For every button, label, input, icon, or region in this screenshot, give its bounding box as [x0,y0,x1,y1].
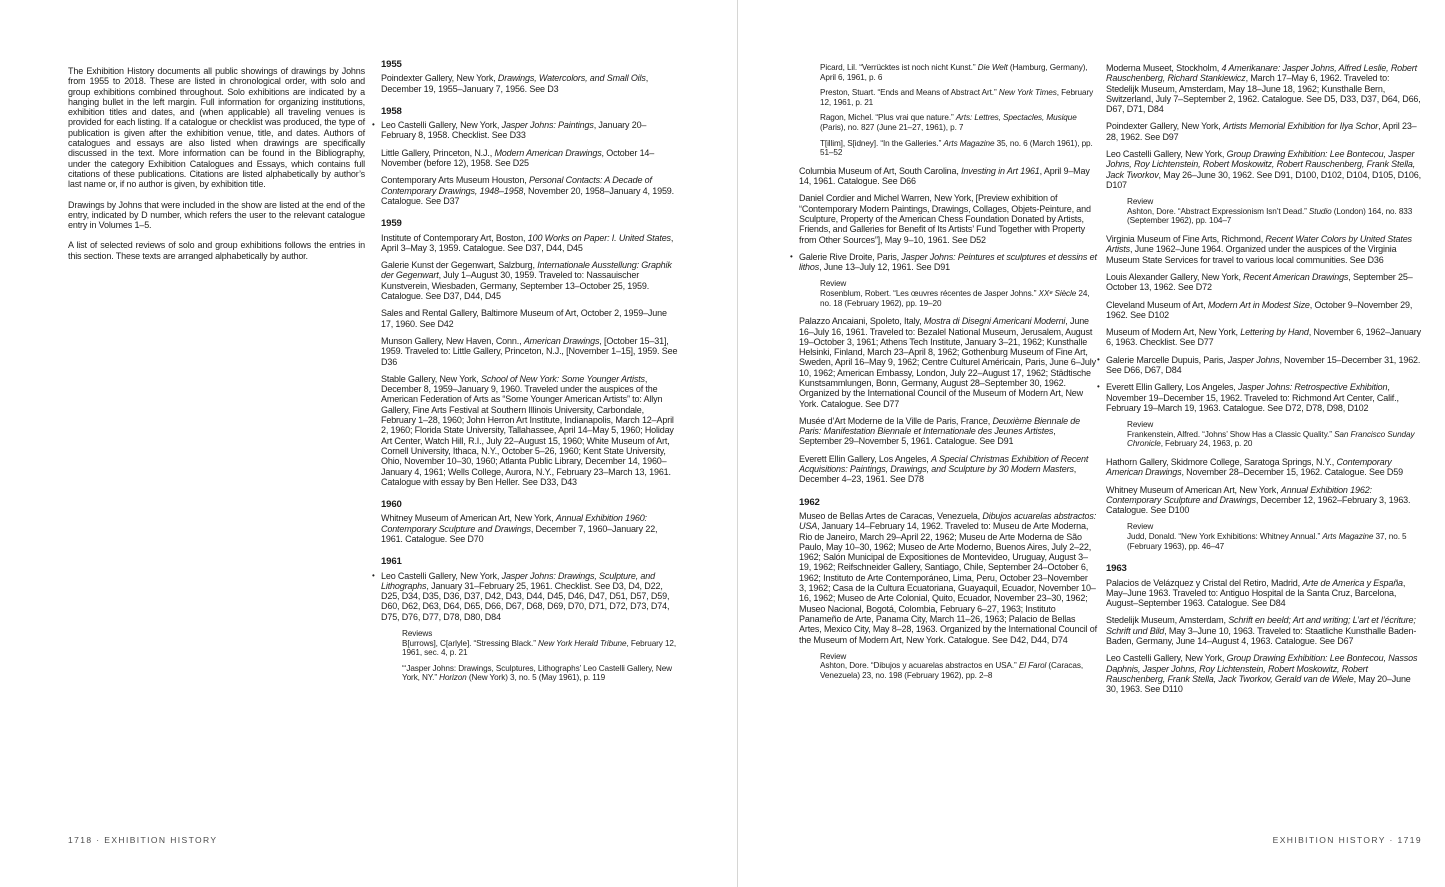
entry-text: Moderna Museet, Stockholm, [1106,63,1222,73]
exhibition-title: Personal Contacts: A Decade of Contemporary Drawings, 1948–1958 [381,175,652,196]
entry-text: Ashton, Dore. “Dibujos y acuarelas abstractos en USA.” [820,661,1019,671]
entry-text: “‘Jasper Johns: Drawings, Sculptures, Lithographs’ Leo Castelli Gallery, New York, NY.” [402,663,672,683]
entry-text: 35, no. 6 (March 1961), pp. 51–52 [820,138,1093,158]
exhibition-entry [381,513,679,544]
exhibition-entry [381,308,679,329]
entry-text: Leo Castelli Gallery, New York, [381,120,502,131]
entry-text: Institute of Contemporary Art, Boston, [381,232,528,243]
exhibition-title: San Francisco Sunday Chronicle [1127,429,1415,449]
reviews-block [799,652,1097,681]
exhibition-title: Jasper Johns [1227,354,1280,365]
exhibition-title: Recent American Drawings [1243,271,1349,282]
exhibition-entry [1106,653,1422,694]
exhibition-title: Internationale Ausstellung: Graphik der Gegenwart [381,260,672,281]
right-entries-column-2 [1097,63,1422,702]
entry-text: , September 25–October 13, 1962. See D72 [1106,271,1413,293]
entry-text: , October 9–November 29, 1962. See D102 [1106,299,1413,320]
left-entries-column [372,59,679,691]
entry-text: Frankenstein, Alfred. “Johns’ Show Has a Classic Quality.” [1127,429,1335,439]
review-item [820,113,1097,132]
exhibition-entry [1106,121,1422,142]
page-footer-right: EXHIBITION HISTORY · 1719 [1272,835,1422,845]
reviews-block [381,629,679,683]
reviews-block [1106,420,1422,449]
exhibition-title: Group Drawing Exhibition: Lee Bontecou, Nassos Daphnis, Jasper Johns, Roy Lichtenstein, Robert Moskowitz, Robert Rauschenberg, Frank Stella, Jack Tworkov, Gerald van de Wiele [1106,653,1418,684]
reviews-label: Reviews [402,629,433,639]
exhibition-title: Jasper Johns: Retrospective Exhibition [1238,382,1388,393]
entry-text: Museum of Modern Art, New York, [1106,327,1241,338]
entry-text: Sales and Rental Gallery, Baltimore Museum of Art, October 2, 1959–June 17, 1960. See D42 [381,308,667,329]
exhibition-title: American Drawings [523,335,600,346]
review-item [820,661,1097,680]
year-heading: 1955 [381,59,402,70]
exhibition-title: Horizon [439,673,467,683]
right-entries-column-1 [790,63,1097,689]
solo-bullet-icon: • [372,120,375,130]
entry-text: Palazzo Ancaiani, Spoleto, Italy, [799,316,924,327]
intro-paragraph: Drawings by Johns that were included in the show are listed at the end of the entry, indicated by D number, which refers the user to the relevant catalogue entry in Volumes 1–5. [68,199,365,231]
exhibition-title: Dibujos acuarelas abstractos: USA [799,510,1097,532]
exhibition-title: Arts Magazine [1322,532,1374,542]
review-item [820,289,1097,308]
exhibition-entry [381,73,679,94]
entry-text: , May–June 1963. Traveled to: Antiguo Hospital de la Santa Cruz, Barcelona, August–September 1963. Catalogue. See D84 [1106,577,1406,609]
entry-text: (Caracas, Venezuela) 23, no. 198 (February 1962), pp. 2–8 [820,661,1084,680]
exhibition-entry [1106,457,1422,478]
entry-text: , July 1–August 30, 1959. Traveled to: Nassauischer Kunstverein, Wiesbaden, Germany, September 13–October 25, 1959. Catalogue. See D37, D44, D45 [381,270,650,302]
exhibition-entry [1106,300,1422,321]
reviews-label: Review [1127,420,1154,430]
exhibition-title: Recent Water Colors by United States Artists [1106,234,1412,255]
entry-text: T[illim], S[idney]. “In the Galleries.” [820,138,944,148]
exhibition-entry [1106,485,1422,516]
entry-text: , January 14–February 14, 1962. Traveled to: Museu de Arte Moderna, Rio de Janeiro, March 29–April 22, 1962; Museu de Arte Moderna de São Paulo, May 10–30, 1962; Museo de Arte Moderno, Buenos Aires, July 2–22, 1962; Salón Municipal de Expositiones de Montevideo, Uruguay, August 3–19, 1962; Reifschneider Gallery, Santiago, Chile, September 24–October 6, 1962; Instituto de Arte Contemporáneo, Lima, Peru, October 23–November 3, 1962; Casa de la Cultura Ecuatoriana, Guayaquil, Ecuador, November 10–16, 1962; Museo de Arte Colonial, Quito, Ecuador, November 23–30, 1962; Museo Nacional, Bogotá, Colombia, February 6–27, 1963; Instituto Panameño de Arte, Panama City, March 11–26, 1963; Palacio de Bellas Artes, Mexico City, May 8–28, 1963. Organized by the International Council of the Museum of Modern Art, New York. Catalogue. See D42, D44, D74 [799,521,1097,645]
entry-text: Preston, Stuart. “Ends and Means of Abstract Art.” [820,88,999,98]
year-heading: 1960 [381,499,402,511]
entry-text: , January 20–February 8, 1958. Checklist. See D33 [381,120,647,141]
entry-text: 24, no. 18 (February 1962), pp. 19–20 [820,289,1090,308]
exhibition-title: Mostra di Disegni Americani Moderni [923,316,1066,327]
solo-bullet-icon: • [1097,382,1100,392]
entry-text: , December 7, 1960–January 22, 1961. Catalogue. See D70 [381,523,658,544]
reviews-label: Review [1127,197,1154,207]
solo-exhibition-entry [1097,382,1422,413]
solo-bullet-icon: • [372,570,375,580]
review-item [820,139,1097,158]
exhibition-title: A Special Christmas Exhibition of Recent Acquisitions: Paintings, Drawings, and Sculpture by 30 Modern Masters [799,453,1089,475]
exhibition-title: Investing in Art 1961 [961,165,1040,176]
year-heading: 1958 [381,105,402,117]
exhibition-title: Modern Art in Modest Size [1207,299,1310,310]
exhibition-entry [381,175,679,206]
year-heading: 1962 [799,496,820,508]
entry-text: (London) 164, no. 833 (September 1962), pp. 104–7 [1127,206,1413,226]
entry-text: Whitney Museum of American Art, New York, [381,513,556,524]
entry-text: , December 8, 1959–January 9, 1960. Traveled under the auspices of the American Federation of Arts as “Some Younger American Artists” to: Allyn Gallery, Fine Arts Festival at Southern Illinois University, Carbondale, February 1–28, 1960; John Herron Art Institute, Indianapolis, March 12–April 2, 1960; Florida State University, Tallahassee, April 14–May 5, 1960; Holiday Art Center, Watch Hill, R.I., July 22–August 15, 1960; White Museum of Art, Cornell University, Ithaca, N.Y., October 5–26, 1960; Kent State University, Ohio, November 10–30, 1960; Atlanta Public Library, December 14, 1960–January 4, 1961; Wells College, Aurora, N.Y., February 23–March 13, 1961. Catalogue with essay by Ben Heller. See D33, D43 [381,373,674,487]
entry-text: Contemporary Arts Museum Houston, [381,175,529,186]
exhibition-title: Lettering by Hand [1240,327,1309,338]
review-item [1127,430,1422,449]
entry-text: Daniel Cordier and Michel Warren, New York, [Preview exhibition of “Contemporary Modern Paintings, Drawings, Collages, Objets-Peinture, and Sculpture, Property of the American Chess Foundation Donated by Artists, Friends, and Galleries for Benefit of Its Artists’ Fund Together with Property from Other Sources”], May 9–10, 1961. See D52 [799,193,1091,245]
entry-text: , December 4–23, 1961. See D78 [799,464,1077,485]
entry-text: , November 20, 1958–January 4, 1959. Catalogue. See D37 [381,185,674,206]
solo-bullet-icon: • [790,251,793,261]
exhibition-title: Deuxième Biennale de Paris: Manifestation Biennale et Internationale des Jeunes Artistes [799,415,1080,437]
exhibition-entry [381,233,679,254]
exhibition-title: 100 Works on Paper: I. United States [527,232,671,243]
exhibition-entry [381,336,679,367]
entry-text: Museo de Bellas Artes de Caracas, Venezuela, [799,510,983,521]
reviews-block [1106,197,1422,226]
exhibition-title: Annual Exhibition 1962: Contemporary Sculpture and Drawings [1106,484,1372,505]
entry-text: Rosenblum, Robert. “Les œuvres récentes de Jasper Johns.” [820,289,1039,299]
entry-text: Leo Castelli Gallery, New York, [381,570,502,581]
exhibition-title: Jasper Johns: Drawings, Sculpture, and Lithographs [381,570,655,591]
entry-text: Everett Ellin Gallery, Los Angeles, [799,453,931,464]
entry-text: Leo Castelli Gallery, New York, [1106,653,1227,664]
exhibition-entry [1106,578,1422,609]
exhibition-entry [1106,327,1422,348]
solo-bullet-icon: • [1097,354,1100,364]
solo-exhibition-entry [1097,354,1422,376]
entry-text: , April 3–May 3, 1959. Catalogue. See D37, D44, D45 [381,232,674,253]
entry-text: Leo Castelli Gallery, New York, [1106,149,1227,160]
entry-text: , March 17–May 6, 1962. Traveled to: Stedelijk Museum, Amsterdam, May 18–June 18, 1962; Kunsthalle Bern, Switzerland, July 7–September 2, 1962. Catalogue. See D5, D33, D37, D64, D66, D67, D71, D84 [1106,73,1421,115]
review-item [402,639,679,658]
entry-text: Cleveland Museum of Art, [1106,299,1208,310]
entry-text: , May 20–June 30, 1963. See D110 [1106,673,1411,695]
entry-text: , November 28–December 15, 1962. Catalogue. See D59 [1181,467,1403,478]
entry-text: , February 12, 1961, sec. 4, p. 21 [402,638,677,658]
reviews-block [1106,522,1422,551]
entry-text: Galerie Rive Droite, Paris, [799,251,902,262]
entry-text: , January 31–February 25, 1961. Checklist. See D3, D4, D22, D25, D34, D35, D36, D37, D42, D43, D44, D45, D46, D47, D51, D57, D59, D60, D62, D63, D64, D65, D66, D67, D68, D69, D70, D71, D72, D73, D74, D75, D76, D77, D78, D80, D84 [381,580,670,622]
exhibition-entry [1106,234,1422,265]
review-item [820,88,1097,107]
intro-paragraph: A list of selected reviews of solo and group exhibitions follows the entries in this section. These texts are arranged alphabetically by author. [68,240,365,261]
entry-text: Everett Ellin Gallery, Los Angeles, [1106,382,1238,393]
solo-exhibition-entry [372,120,679,141]
exhibition-title: School of New York: Some Younger Artists [480,373,645,384]
solo-exhibition-entry [790,251,1097,273]
review-item [1127,207,1422,226]
entry-text: Stedelijk Museum, Amsterdam, [1106,615,1229,626]
reviews-label: Review [820,279,847,289]
exhibition-title: Arts: Lettres, Spectacles, Musique [955,113,1077,123]
entry-text: Columbia Museum of Art, South Carolina, [799,165,962,176]
entry-text: , December 12, 1962–February 3, 1963. Catalogue. See D100 [1106,494,1411,516]
entry-text: Ragon, Michel. “Plus vrai que nature.” [820,113,956,123]
exhibition-entry [799,416,1097,447]
entry-text: Judd, Donald. “New York Exhibitions: Whitney Annual.” [1127,532,1323,542]
exhibition-title: El Farol [1018,661,1047,671]
entry-text: , April 23–28, 1962. See D97 [1106,121,1417,142]
entry-text: , April 9–May 14, 1961. Catalogue. See D66 [799,165,1090,187]
entry-text: , June 13–July 12, 1961. See D91 [819,262,950,273]
exhibition-entry [381,260,679,301]
reviews-block [799,63,1097,158]
entry-text: , June 1962–June 1964. Organized under the auspices of the Virginia Museum State Services for travel to various local communities. See D36 [1106,244,1397,265]
entry-text: Galerie Kunst der Gegenwart, Salzburg, [381,260,538,271]
entry-text: Munson Gallery, New Haven, Conn., [381,335,524,346]
exhibition-title: New York Times [998,88,1057,98]
intro-column [68,66,365,271]
exhibition-title: Jasper Johns: Peintures et sculptures et dessins et lithos [799,251,1097,273]
solo-exhibition-entry [372,570,679,622]
exhibition-entry [1106,272,1422,293]
exhibition-title: Artists Memorial Exhibition for Ilya Schor [1222,121,1379,132]
review-item [820,63,1097,82]
review-item [1127,532,1422,551]
exhibition-entry [381,374,679,487]
entry-text: Musée d’Art Moderne de la Ville de Paris, France, [799,415,993,426]
entry-text: , December 19, 1955–January 7, 1956. See D3 [381,73,649,94]
exhibition-entry [799,511,1097,645]
exhibition-title: Arte de America y España [1302,577,1403,588]
exhibition-title: Annual Exhibition 1960: Contemporary Sculpture and Drawings [381,513,647,534]
entry-text: B[urrows], C[arlyle]. “Stressing Black.” [402,638,539,648]
review-item [402,664,679,683]
entry-text: , May 26–June 30, 1962. See D91, D100, D102, D104, D105, D106, D107 [1106,169,1421,190]
exhibition-title: XXᵉ Siècle [1038,289,1077,299]
year-heading: 1963 [1106,563,1127,575]
entry-text: Stable Gallery, New York, [381,373,481,384]
page-footer-left: 1718 · EXHIBITION HISTORY [68,835,218,845]
entry-text: , February 12, 1961, p. 21 [820,88,1094,107]
entry-text: , November 19–December 15, 1962. Traveled to: Richmond Art Center, Calif., February 19–March 19, 1963. Catalogue. See D72, D78, D98, D102 [1106,382,1399,413]
exhibition-title: Modern American Drawings [494,147,602,158]
entry-text: Ashton, Dore. “Abstract Expressionism Isn’t Dead.” [1127,206,1309,216]
exhibition-title: 4 Amerikanare: Jasper Johns, Alfred Leslie, Robert Rauschenberg, Richard Stankiewicz [1106,63,1417,84]
entry-text: Little Gallery, Princeton, N.J., [381,147,495,158]
entry-text: Palacios de Velázquez y Cristal del Retiro, Madrid, [1106,577,1303,588]
year-heading: 1959 [381,218,402,230]
exhibition-title: Contemporary American Drawings [1106,456,1392,478]
exhibition-entry [799,166,1097,187]
exhibition-entry [1106,149,1422,190]
reviews-block [799,279,1097,308]
reviews-label: Review [1127,522,1154,532]
entry-text: , November 15–December 31, 1962. See D66, D67, D84 [1106,354,1421,376]
intro-paragraph: The Exhibition History documents all public showings of drawings by Johns from 1955 to 2018. These are listed in chronological order, with solo and group exhibitions combined throughout. Solo exhibitions are indicated by a hanging bullet in the left margin. Full information for organizing institutions, exhibition titles and dates, and (when applicable) all traveling venues is provided for each listing. If a catalogue or checklist was produced, the type of publication is given after the exhibition venue, title, and dates. Authors of catalogues and essays are also listed when drawings are specifically discussed in the text. More information can be found in the Bibliography, under the category Exhibition Catalogues and Essays, which contains full citations of these publications. Citations are listed alphabetically by author’s last name or, if no author is given, by exhibition title. [68,66,365,190]
exhibition-title: Die Welt [977,63,1008,72]
exhibition-entry [799,193,1097,244]
exhibition-entry [381,148,679,169]
entry-text: , February 24, 1963, p. 20 [1160,439,1253,449]
exhibition-entry [1106,63,1422,114]
exhibition-title: Arts Magazine [943,138,995,148]
entry-text: , [October 15–31], 1959. Traveled to: Little Gallery, Princeton, N.J., [November 1–15], 1959. See D36 [381,335,678,367]
entry-text: , May 3–June 10, 1963. Traveled to: Staatliche Kunsthalle Baden-Baden, Germany, June 14–August 4, 1963. Catalogue. See D67 [1106,625,1417,647]
entry-text: Picard, Lil. “Verrücktes ist noch nicht Kunst.” [820,63,978,72]
entry-text: Hathorn Gallery, Skidmore College, Saratoga Springs, N.Y., [1106,456,1337,467]
reviews-label: Review [820,651,847,661]
exhibition-title: Schrift en beeld; Art and writing; L’art et l’écriture; Schrift und Bild [1106,615,1416,636]
entry-text: , October 14–November (before 12), 1958. See D25 [381,147,655,169]
entry-text: (Paris), no. 827 (June 21–27, 1961), p. 7 [820,122,964,132]
entry-text: , September 29–November 5, 1961. Catalogue. See D91 [799,426,1056,447]
exhibition-title: Drawings, Watercolors, and Small Oils [497,73,646,84]
exhibition-entry [799,316,1097,409]
year-heading: 1961 [381,556,402,568]
exhibition-entry [1106,615,1422,646]
exhibition-title: Jasper Johns: Paintings [501,120,594,131]
entry-text: (New York) 3, no. 5 (May 1961), p. 119 [466,673,606,683]
page-gutter-divider [737,0,738,887]
entry-text: , November 6, 1962–January 6, 1963. Checklist. See D77 [1106,327,1421,348]
exhibition-title: Group Drawing Exhibition: Lee Bontecou, Jasper Johns, Roy Lichtenstein, Robert Moskowitz, Robert Rauschenberg, Frank Stella, Jack Tworkov [1106,149,1416,180]
entry-text: Galerie Marcelle Dupuis, Paris, [1106,354,1228,365]
entry-text: 37, no. 5 (February 1963), pp. 46–47 [1127,532,1407,551]
entry-text: (Hamburg, Germany), April 6, 1961, p. 6 [820,63,1088,82]
entry-text: Virginia Museum of Fine Arts, Richmond, [1106,234,1266,245]
entry-text: , June 16–July 16, 1961. Traveled to: Bezalel National Museum, Jerusalem, August 19–October 3, 1961; Athens Tech Institute, January 3–21, 1962; Kunsthalle Helsinki, Finland, March 23–April 8, 1962; Gothenburg Museum of Fine Art, Sweden, April 16–May 9, 1962; Centre Culturel Américain, Paris, June 6–July 10, 1962; American Embassy, London, July 22–August 17, 1962; Städtische Kunstsammlungen, Bonn, Germany, August 28–September 30, 1962. Organized by the International Council of the Museum of Modern Art, New York. Catalogue. See D77 [799,316,1096,409]
entry-text: Louis Alexander Gallery, New York, [1106,271,1244,282]
exhibition-title: New York Herald Tribune [538,638,627,648]
exhibition-title: Studio [1308,206,1332,216]
exhibition-entry [799,454,1097,485]
entry-text: Poindexter Gallery, New York, [1106,121,1223,132]
entry-text: Poindexter Gallery, New York, [381,73,498,84]
entry-text: Whitney Museum of American Art, New York, [1106,484,1281,495]
